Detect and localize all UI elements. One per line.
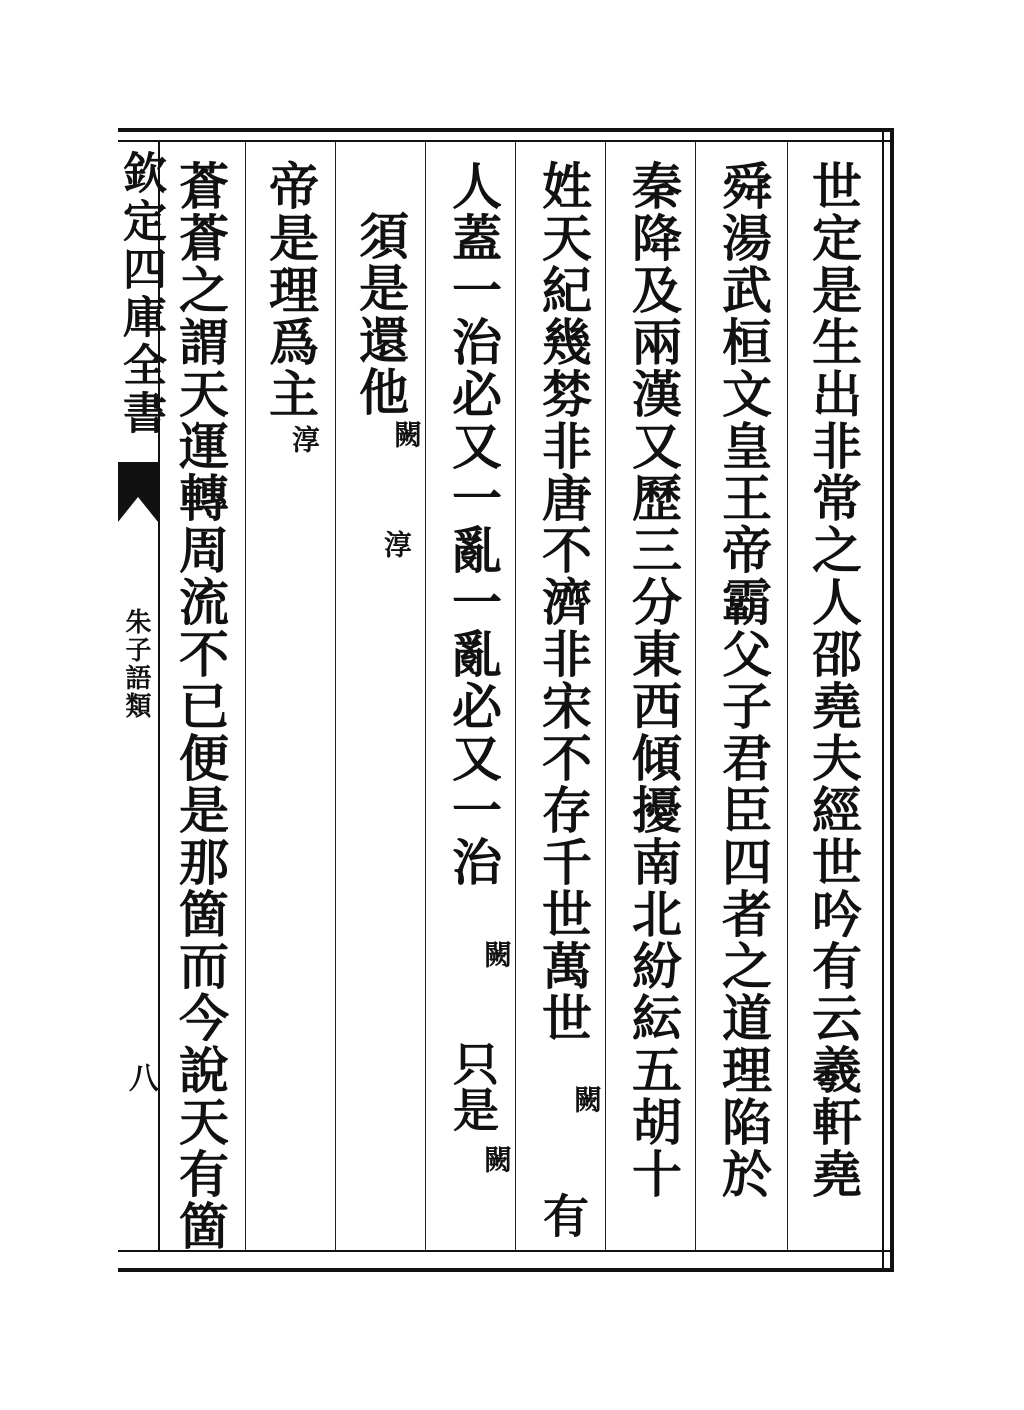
text-column-7: 帝是理爲主 bbox=[261, 160, 320, 420]
column-rule bbox=[605, 142, 606, 1250]
column-5-tail: 只是 bbox=[446, 1040, 500, 1132]
text-column-3: 秦降及兩漢又歷三分東西傾擾南北紛紜五胡十 bbox=[624, 160, 683, 1200]
frame-top-border bbox=[118, 128, 893, 142]
text-column-2: 舜湯武桓文皇王帝霸父子君臣四者之道理陷於 bbox=[714, 160, 773, 1200]
fishtail-mark-icon bbox=[118, 462, 158, 522]
frame-right-border bbox=[882, 128, 894, 1272]
frame-bottom-border bbox=[118, 1250, 893, 1272]
text-column-1: 世定是生出非常之人邵堯夫經世吟有云羲軒堯 bbox=[804, 160, 863, 1200]
column-7-note: 淳 bbox=[288, 425, 321, 453]
column-6-note: 闕 bbox=[390, 420, 423, 448]
column-rule bbox=[787, 142, 788, 1250]
margin-collection-title: 欽定四庫全書 bbox=[115, 150, 166, 438]
column-rule bbox=[245, 142, 246, 1250]
text-column-6: 須是還他 bbox=[351, 210, 410, 418]
text-column-8: 蒼蒼之謂天運轉周流不已便是那箇而今說天有箇 bbox=[171, 160, 230, 1252]
column-4-note: 闕 bbox=[570, 1085, 603, 1113]
column-rule bbox=[425, 142, 426, 1250]
text-column-5: 人蓋一治必又一亂一亂必又一治 bbox=[444, 160, 503, 888]
column-5-note: 闕 bbox=[480, 940, 513, 968]
margin-book-title: 朱子語類 bbox=[121, 608, 151, 720]
column-rule bbox=[335, 142, 336, 1250]
column-5-note-2: 闕 bbox=[480, 1145, 513, 1173]
margin-page-number: 八 bbox=[123, 1062, 158, 1092]
column-6-note-2: 淳 bbox=[380, 530, 413, 558]
column-rule bbox=[515, 142, 516, 1250]
column-4-tail: 有 bbox=[536, 1192, 590, 1238]
text-column-4: 姓天紀幾棼非唐不濟非宋不存千世萬世 bbox=[534, 160, 593, 1044]
column-rule bbox=[695, 142, 696, 1250]
